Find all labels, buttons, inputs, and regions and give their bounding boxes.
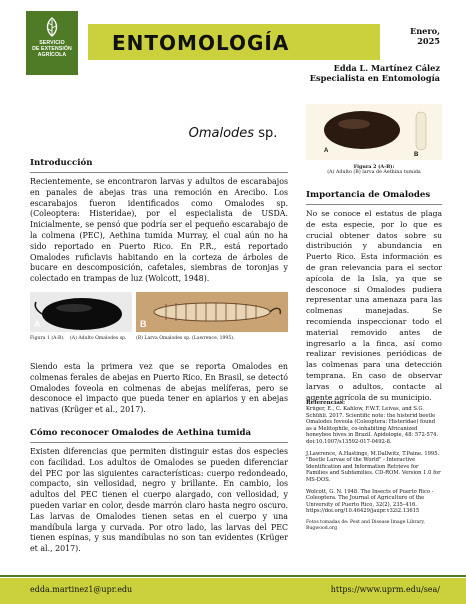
adult-omalodes-photo bbox=[30, 292, 132, 332]
section-title: ENTOMOLOGÍA bbox=[112, 31, 290, 55]
figure-label-a: A bbox=[34, 319, 41, 329]
figure-2-label-a: A bbox=[324, 148, 329, 154]
footer-divider bbox=[0, 575, 466, 577]
intro-heading: Introducción bbox=[30, 158, 93, 168]
recognize-section bbox=[30, 428, 288, 555]
larva-omalodes-drawing bbox=[136, 292, 288, 332]
header bbox=[0, 0, 466, 84]
importance-heading: Importancia de Omalodes bbox=[306, 190, 431, 200]
figure-2-caption: Figura 2 (A-B): (A) Adulto (B) larva de Aethina tumida bbox=[327, 164, 421, 175]
photo-credit: Fotos tomadas de: Pest and Disease Image Library, Bugwood.org bbox=[306, 519, 425, 531]
date: Enero, 2025 bbox=[409, 26, 440, 46]
importance-paragraph: No se conoce el estatus de plaga de esta especie, por lo que es crucial obtener datos sobre su distribución y abundancia en Puerto Rico. Esta información es de gran relevancia para el sector apícola de la Isla, ya que se desconoce si Omalodes pudiera representar una amenaza para las colmenas manejadas. Se recomienda inspeccionar todo el material removido antes de ingresarlo a la finca, así como realizar revisiones periódicas de las colmenas para una detección temprana. En caso de observar larvas o adultos, contacte al agente agrícola de su municipio. bbox=[306, 209, 442, 402]
author-block bbox=[310, 63, 440, 83]
divider bbox=[306, 204, 442, 205]
recognize-paragraph: Existen diferencias que permiten distinguir estas dos especies con facilidad. Los adultos de Omalodes se pueden diferenciar del PEC por las siguientes características: cuerpo redondeado, compacto, sin vellosidad, negro y brillante. En cambio, los adultos del PEC tienen el cuerpo alargado, con vellosidad, y pueden variar en color, desde marrón claro hasta negro oscuro. Las larvas de Omalodes tienen setas en el cuerpo y una mandíbula larga y curvada. Por otro lado, las larvas del PEC tienen espinas, y sus mandíbulas no son tan evidentes (Krüger et al., 2017). bbox=[30, 447, 288, 554]
reference-item: Krüger, E., C. Kahlow, F.W.T. Leivas, and S.G. Schühli. 2017. Scientific note: the histerid beetle Omalodes foveola (Coleoptera: Histeridae) found as a Melitophile, co-inhabiting Africanized honeybee hives in Brazil. Apidologie, 48: 572-574. doi:10.1007/s13592-017-0492-8. bbox=[306, 406, 439, 445]
logo-text: SERVICIO DE EXTENSIÓN AGRÍCOLA bbox=[32, 40, 72, 58]
figure-2-label-b: B bbox=[414, 152, 419, 158]
figure-1a-caption: (A) Adulto Omalodes sp. bbox=[70, 336, 127, 341]
figure-label-b: B bbox=[140, 319, 147, 329]
figure-1 bbox=[30, 292, 288, 358]
sea-logo bbox=[26, 11, 78, 75]
footer bbox=[0, 578, 466, 604]
divider bbox=[30, 442, 288, 443]
author-role: Especialista en Entomología bbox=[309, 73, 440, 83]
first-report-section bbox=[30, 362, 288, 416]
intro-paragraph: Recientemente, se encontraron larvas y adultos de escarabajos en panales de abejas tras una remoción en Arecibo. Los escarabajos fueron identificados como Omalodes sp. (Coleoptera: Histeridae), por el especialista de USDA. Inicialmente, se pensó que podría ser el pequeño escarabajo de la colmena (PEC), Aethina tumida Murray, el cual aún no ha sido reportado en Puerto Rico. En P.R., está reportado Omalodes ruficlavis habitando en la corteza de árboles de bucare en descomposición, cafetales, siembras de toronjas y colectado en trampas de luz (Wolcott, 1948). bbox=[30, 177, 288, 284]
recognize-heading: Cómo reconocer Omalodes de Aethina tumida bbox=[30, 428, 252, 438]
first-report-paragraph: Siendo esta la primera vez que se reporta Omalodes en colmenas ferales de abejas en Puerto Rico. En Brasil, se detectó Omalodes foveola en colmenas de abejas melíferas, pero se desconoce el impacto que pueda tener en apiarios y en abejas nativas (Krüger et al., 2017). bbox=[30, 362, 288, 415]
importance-section bbox=[306, 190, 442, 403]
reference-item: Wolcott, G. N. 1948. The Insects of Puerto Rico - Coleoptera. The Journal of Agriculture of the University of Puerto Rico, 32(2), 235–416. https://doi.org/10.46429/jaupr.v32i2.13615 bbox=[306, 488, 434, 515]
references-title: Referencias: bbox=[306, 400, 346, 406]
website-link[interactable]: https://www.uprm.edu/sea/ bbox=[330, 585, 440, 594]
figure-1b-caption: (B) Larva Omalodes sp. (Lawrence, 1995). bbox=[136, 336, 235, 341]
author-name: Edda L. Martínez Cález bbox=[333, 63, 440, 73]
contact-email-link[interactable]: edda.martinez1@upr.edu bbox=[30, 585, 133, 594]
figure-2 bbox=[306, 104, 442, 160]
references-section bbox=[306, 400, 442, 537]
reference-item: J.Lawrence, A.Hastings, M.Dallwitz, T.Paine. 1995. "Beetle Larvae of the World" - Interactive Identification and Information Retrieve for Families and Subfamilies. CD-ROM. Version 1.0 for MS-DOS. bbox=[306, 450, 441, 483]
figure-1-caption: Figura 1 (A-B). bbox=[30, 336, 65, 341]
page-title: Omalodes sp. bbox=[188, 126, 278, 141]
leaf-icon bbox=[41, 16, 63, 38]
divider bbox=[30, 172, 288, 173]
intro-section bbox=[30, 158, 288, 285]
